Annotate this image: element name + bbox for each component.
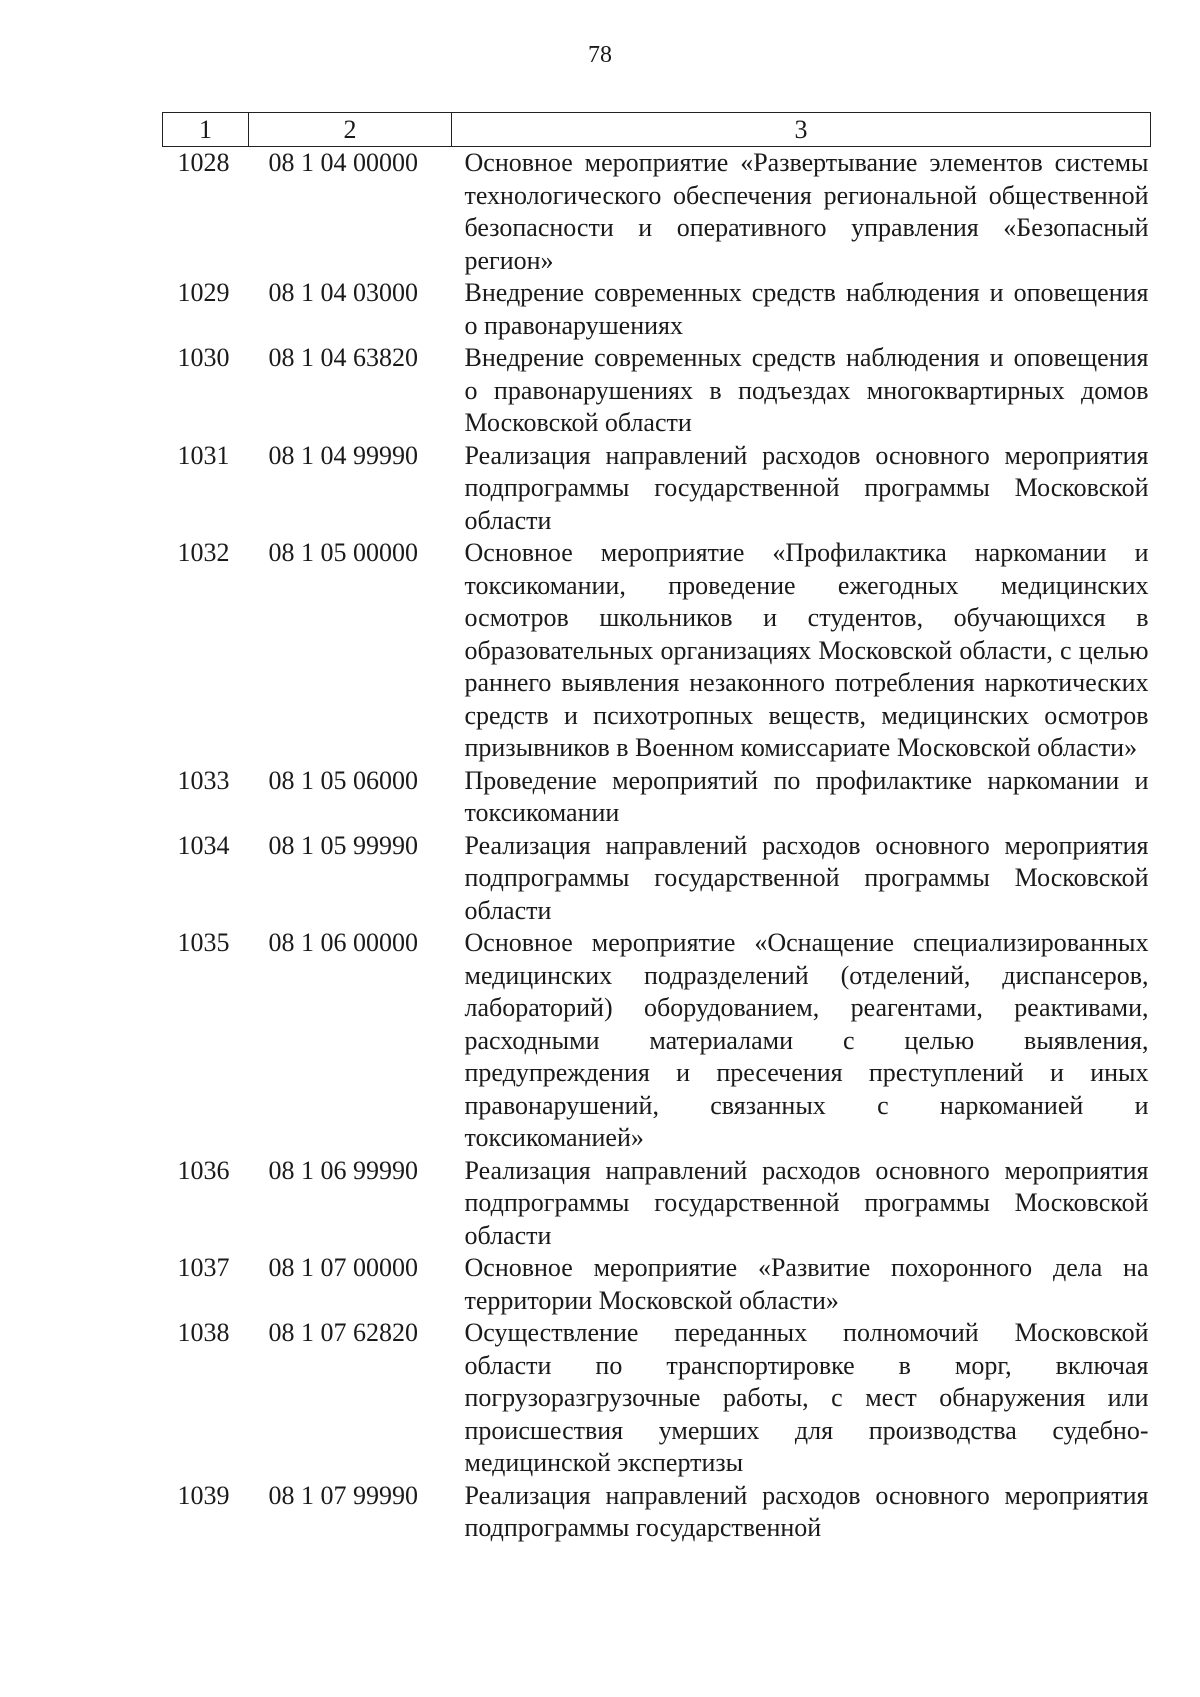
classification-code-cell: 08 1 06 99990 bbox=[268, 1155, 418, 1185]
table-row bbox=[163, 830, 1151, 928]
table-row bbox=[163, 1317, 1151, 1480]
description-cell: Осуществление переданных полномочий Московской области по транспортировке в морг, включая погрузоразгрузочные работы, с мест обнаружения или происшествия умерших для производства судебно-медицинской экспертизы bbox=[464, 1318, 1149, 1477]
page-number: 78 bbox=[588, 42, 612, 68]
table-row bbox=[163, 342, 1151, 440]
classification-code-cell: 08 1 06 00000 bbox=[268, 928, 418, 957]
column-header-3: 3 bbox=[452, 113, 1151, 147]
table-row bbox=[163, 537, 1151, 765]
row-number-cell: 1039 bbox=[177, 1480, 230, 1510]
row-number-cell: 1030 bbox=[177, 343, 230, 372]
table-row bbox=[163, 1252, 1151, 1317]
table-row bbox=[163, 765, 1151, 830]
description-cell: Основное мероприятие «Развитие похоронного дела на территории Московской области» bbox=[464, 1253, 1149, 1315]
row-number-cell: 1038 bbox=[177, 1318, 230, 1347]
row-number-cell: 1035 bbox=[177, 928, 230, 957]
row-number-cell: 1036 bbox=[177, 1155, 230, 1185]
classification-code-cell: 08 1 07 00000 bbox=[268, 1253, 418, 1282]
classification-code-cell: 08 1 04 63820 bbox=[268, 343, 418, 372]
classification-code-cell: 08 1 04 99990 bbox=[268, 440, 418, 470]
table-row bbox=[163, 440, 1151, 538]
row-number-cell: 1029 bbox=[177, 278, 230, 307]
description-cell: Внедрение современных средств наблюдения и оповещения о правонарушениях bbox=[464, 278, 1149, 340]
description-cell: Внедрение современных средств наблюдения и оповещения о правонарушениях в подъездах многоквартирных домов Московской области bbox=[464, 343, 1149, 437]
row-number-cell: 1034 bbox=[177, 830, 230, 860]
table-row bbox=[163, 277, 1151, 342]
classification-code-cell: 08 1 05 99990 bbox=[268, 830, 418, 860]
row-number-cell: 1031 bbox=[177, 440, 230, 470]
row-number-cell: 1028 bbox=[177, 148, 230, 177]
description-cell: Реализация направлений расходов основного мероприятия подпрограммы государственной программы Московской области bbox=[464, 1155, 1149, 1250]
table-row bbox=[163, 1155, 1151, 1253]
column-header-2: 2 bbox=[249, 113, 452, 147]
description-cell: Реализация направлений расходов основного мероприятия подпрограммы государственной bbox=[464, 1480, 1149, 1542]
table-row bbox=[163, 147, 1151, 278]
classification-code-cell: 08 1 04 03000 bbox=[268, 278, 418, 307]
description-cell: Основное мероприятие «Развертывание элементов системы технологического обеспечения региональной общественной безопасности и оперативного управления «Безопасный регион» bbox=[464, 148, 1149, 275]
description-cell: Реализация направлений расходов основного мероприятия подпрограммы государственной программы Московской области bbox=[464, 830, 1149, 925]
classification-code-cell: 08 1 07 62820 bbox=[268, 1318, 418, 1347]
table-row bbox=[163, 1480, 1151, 1545]
classification-code-cell: 08 1 04 00000 bbox=[268, 148, 418, 177]
column-header-1: 1 bbox=[163, 113, 249, 147]
table-row bbox=[163, 927, 1151, 1155]
budget-classification-table bbox=[162, 112, 1150, 1545]
classification-code-cell: 08 1 07 99990 bbox=[268, 1480, 418, 1510]
row-number-cell: 1037 bbox=[177, 1253, 230, 1282]
row-number-cell: 1033 bbox=[177, 765, 230, 795]
row-number-cell: 1032 bbox=[177, 538, 230, 567]
classification-code-cell: 08 1 05 00000 bbox=[268, 538, 418, 567]
table-header-row bbox=[163, 113, 1151, 147]
description-cell: Проведение мероприятий по профилактике наркомании и токсикомании bbox=[464, 765, 1149, 827]
classification-code-cell: 08 1 05 06000 bbox=[268, 765, 418, 795]
description-cell: Реализация направлений расходов основного мероприятия подпрограммы государственной программы Московской области bbox=[464, 440, 1149, 535]
description-cell: Основное мероприятие «Профилактика наркомании и токсикомании, проведение ежегодных медицинских осмотров школьников и студентов, обучающихся в образовательных организациях Московской области, с целью раннего выявления незаконного потребления наркотических средств и психотропных веществ, медицинских осмотров призывников в Военном комиссариате Московской области» bbox=[464, 538, 1149, 762]
description-cell: Основное мероприятие «Оснащение специализированных медицинских подразделений (отделений, диспансеров, лабораторий) оборудованием, реагентами, реактивами, расходными материалами с целью выявления, предупреждения и пресечения преступлений и иных правонарушений, связанных с наркоманией и токсикоманией» bbox=[464, 928, 1149, 1152]
